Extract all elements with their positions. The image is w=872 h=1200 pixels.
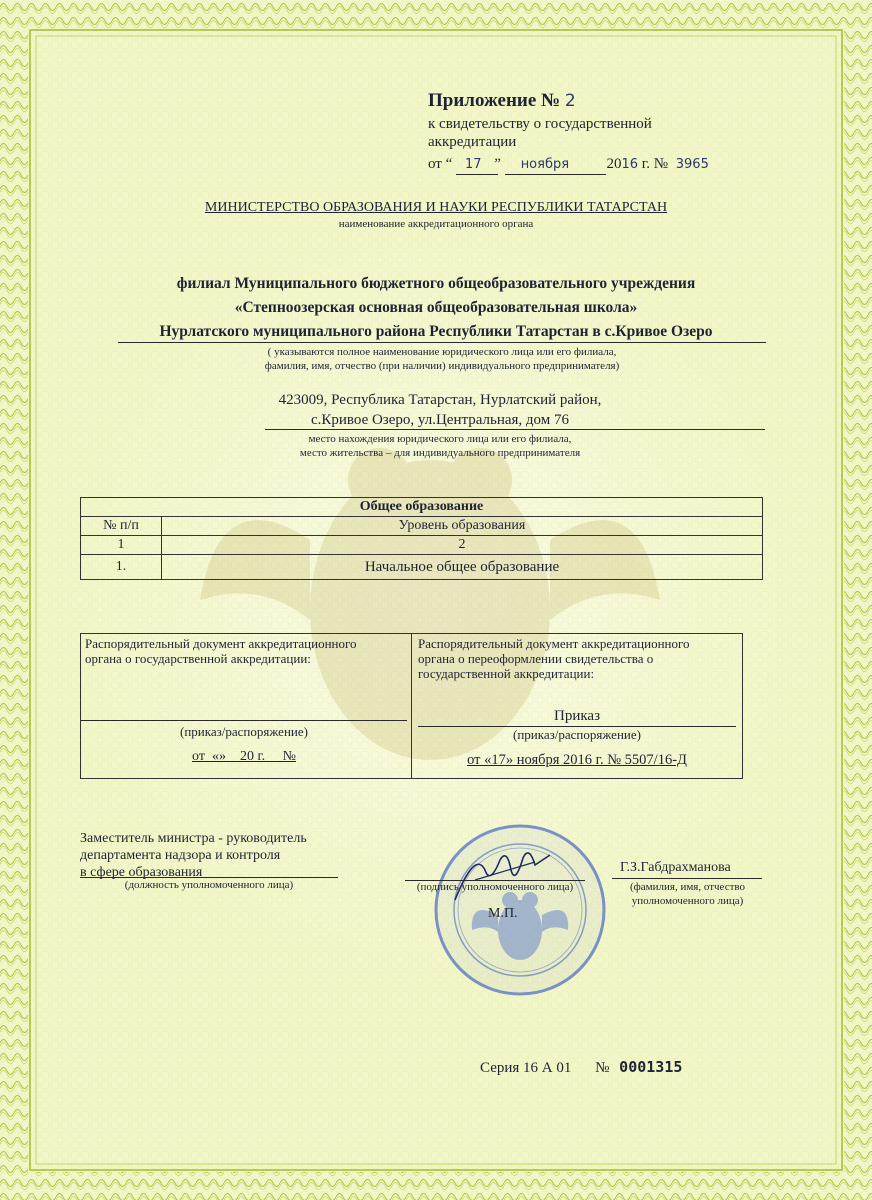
appendix-date: от “ 17 ” ноября 2016 г. № 3965 (428, 156, 709, 172)
order-reissue-title: Распорядительный документ аккредитационного органа о переоформлении свидетельства о государственной аккредитации: (418, 636, 690, 681)
address-caption: место нахождения юридического лица или его филиала, место жительства – для индивидуального предпринимателя (299, 433, 581, 459)
table-title: Общее образование (81, 498, 763, 517)
appendix-number: 2 (564, 91, 576, 111)
table-header-row (81, 517, 763, 536)
authority-name: МИНИСТЕРСТВО ОБРАЗОВАНИЯ И НАУКИ РЕСПУБЛИКИ ТАТАРСТАН (204, 200, 668, 215)
index-level: 2 (162, 536, 763, 555)
orders-table (80, 633, 743, 779)
signature-caption: (подпись уполномоченного лица) (416, 881, 574, 893)
appendix-title: Приложение № 2 (428, 90, 576, 111)
order-reissue-cell (412, 634, 743, 779)
authority-caption: наименование аккредитационного органа (338, 218, 534, 230)
column-header-level: Уровень образования (162, 517, 763, 536)
signer-name: Г.З.Габдрахманова (620, 860, 731, 875)
blank-series: Серия 16 А 01 № 0001315 (480, 1058, 683, 1076)
order-reissue-doc: Приказ (553, 708, 600, 724)
order-accreditation-date: от «» 20 г. № (192, 749, 296, 764)
date-year: 16 (621, 157, 638, 172)
date-day: 17 (464, 157, 482, 172)
seal-label: М.П. (488, 906, 518, 921)
order-reissue-date: от «17» ноября 2016 г. № 5507/16-Д (467, 752, 687, 768)
education-table (80, 497, 763, 580)
column-header-number: № п/п (81, 517, 162, 536)
date-month: ноября (520, 157, 570, 172)
order-accreditation-caption: (приказ/распоряжение) (180, 724, 308, 739)
signer-name-caption: (фамилия, имя, отчество уполномоченного лица) (629, 881, 746, 907)
row-number: 1. (81, 555, 162, 580)
table-index-row (81, 536, 763, 555)
row-level: Начальное общее образование (162, 555, 763, 580)
table-row (81, 555, 763, 580)
organization-caption: ( указываются полное наименование юридического лица или его филиала, фамилия, имя, отчество (при наличии) индивидуального предпринимателя) (264, 346, 620, 372)
signer-position-caption: (должность уполномоченного лица) (124, 879, 294, 891)
signer-position: Заместитель министра - руководитель департамента надзора и контроля в сфере образования (80, 831, 307, 880)
appendix-subtitle: к свидетельству о государственной аккредитации (428, 116, 652, 150)
organization-address: 423009, Республика Татарстан, Нурлатский район, с.Кривое Озеро, ул.Центральная, дом 76 (278, 392, 602, 428)
table-title-row (81, 498, 763, 517)
order-accreditation-title: Распорядительный документ аккредитационного органа о государственной аккредитации: (85, 636, 357, 666)
appendix-reg-number: 3965 (675, 157, 709, 172)
blank-number: 0001315 (619, 1058, 683, 1076)
organization-name: филиал Муниципального бюджетного общеобразовательного учреждения «Степноозерская основная общеобразовательная школа» Нурлатского муниципального района Республики Татарстан в с.Кривое Озеро (159, 275, 713, 340)
signature-scribble (445, 840, 565, 910)
order-reissue-caption: (приказ/распоряжение) (513, 727, 641, 742)
index-number: 1 (81, 536, 162, 555)
order-accreditation-cell (81, 634, 412, 779)
